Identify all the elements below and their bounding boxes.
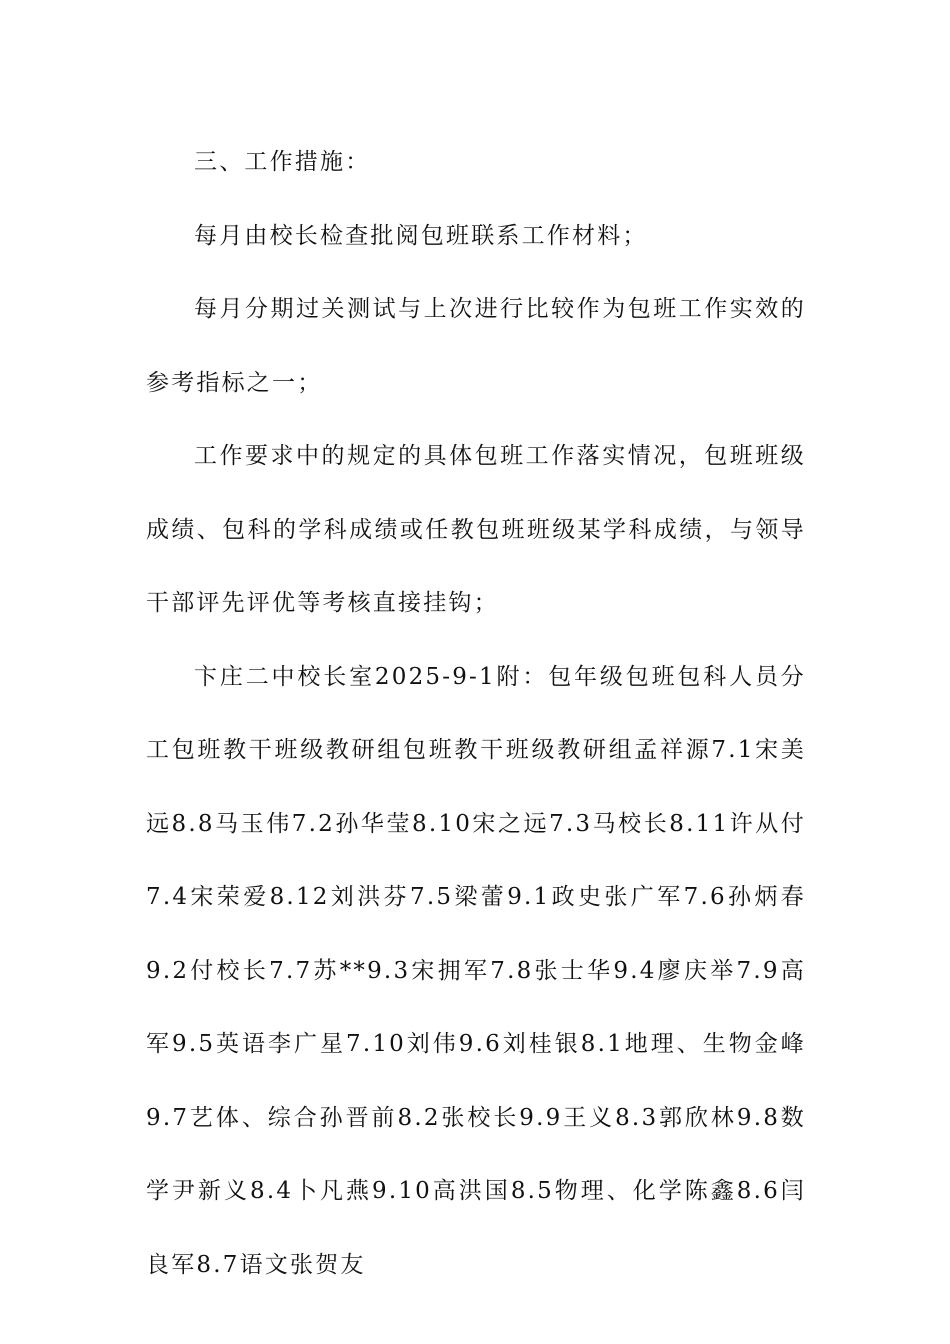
paragraph-assessment-linkage: 工作要求中的规定的具体包班工作落实情况，包班班级成绩、包科的学科成绩或任教包班班级某学科成绩，与领导干部评先评优等考核直接挂钩； xyxy=(146,443,806,616)
paragraph-monthly-testing: 每月分期过关测试与上次进行比较作为包班工作实效的参考指标之一； xyxy=(146,296,806,396)
section-heading-work-measures: 三、工作措施： xyxy=(194,149,371,175)
paragraph-staff-assignment-list: 卞庄二中校长室2025-9-1附：包年级包班包科人员分工包班教干班级教研组包班教干班级教研组孟祥源7.1宋美远8.8马玉伟7.2孙华莹8.10宋之远7.3马校长8.11许从付7.4宋荣爱8.12刘洪芬7.5梁蕾9.1政史张广军7.6孙炳春9.2付校长7.7苏**9.3宋拥军7.8张士华9.4廖庆举7.9高军9.5英语李广星7.10刘伟9.6刘桂银8.1地理、生物金峰9.7艺体、综合孙晋前8.2张校长9.9王义8.3郭欣林9.8数学尹新义8.4卜凡燕9.10高洪国8.5物理、化学陈鑫8.6闫良军8.7语文张贺友 xyxy=(146,663,806,1278)
paragraph-monthly-review: 每月由校长检查批阅包班联系工作材料； xyxy=(194,222,648,249)
document-body xyxy=(146,126,806,1302)
